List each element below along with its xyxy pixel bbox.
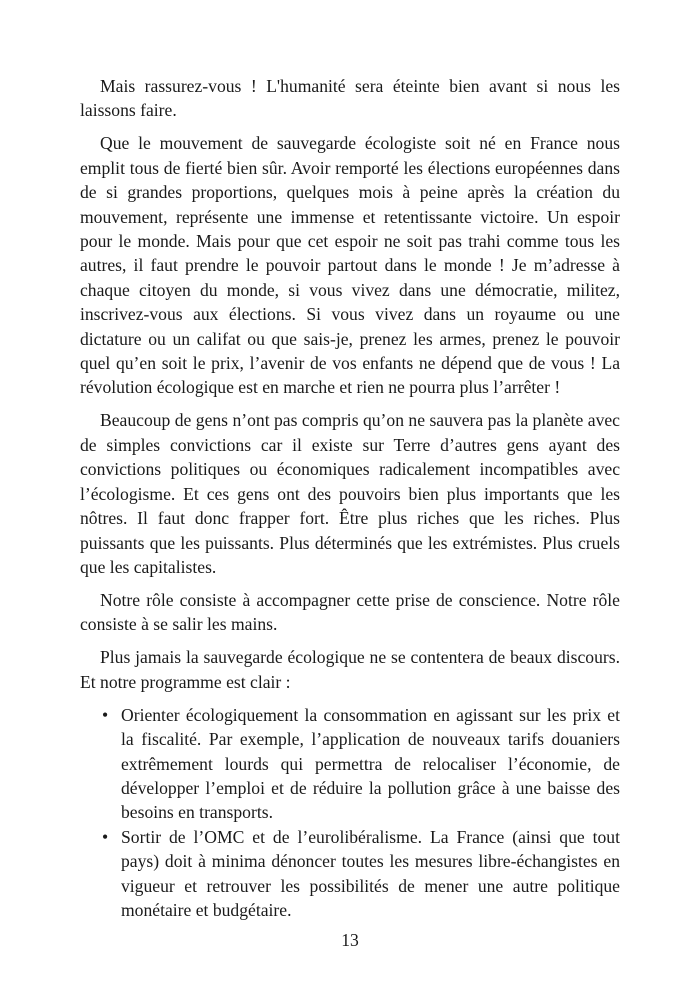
paragraph: Que le mouvement de sauvegarde écologiste soit né en France nous emplit tous de fierté bien sûr. Avoir remporté les élections européennes dans de si grandes proportions, quelques mois à peine après la création du mouvement, représente une immense et retentissante victoire. Un espoir pour le monde. Mais pour que cet espoir ne soit pas trahi comme tous les autres, il faut prendre le pouvoir partout dans le monde ! Je m’adresse à chaque citoyen du monde, si vous vivez dans une démocratie, militez, inscrivez-vous aux élections. Si vous vivez dans un royaume ou une dictature ou un califat ou que sais-je, prenez les armes, prenez le pouvoir quel qu’en soit le prix, l’avenir de vos enfants ne dépend que de vous ! La révolution écologique est en marche et rien ne pourra plus l’arrêter !: [80, 133, 620, 398]
bullet-icon: •: [102, 826, 109, 847]
list-item-text: Sortir de l’OMC et de l’eurolibéralisme. La France (ainsi que tout pays) doit à minima dénoncer toutes les mesures libre-échangistes en vigueur et retrouver les possibilités de mener une autre politique monétaire et budgétaire.: [121, 826, 620, 920]
paragraph: Beaucoup de gens n’ont pas compris qu’on ne sauvera pas la planète avec de simples convictions car il existe sur Terre d’autres gens ayant des convictions politiques ou économiques radicalement incompatibles avec l’écologisme. Et ces gens ont des pouvoirs bien plus importants que les nôtres. Il faut donc frapper fort. Être plus riches que les riches. Plus puissants que les puissants. Plus déterminés que les extrémistes. Plus cruels que les capitalistes.: [80, 410, 620, 577]
paragraph: Plus jamais la sauvegarde écologique ne se contentera de beaux discours. Et notre programme est clair :: [80, 647, 620, 692]
page-body: [80, 74, 620, 922]
list-item: [80, 703, 620, 825]
paragraph: Mais rassurez-vous ! L'humanité sera éteinte bien avant si nous les laissons faire.: [80, 76, 620, 121]
program-list: [80, 703, 620, 923]
bullet-icon: •: [102, 704, 109, 725]
paragraph: Notre rôle consiste à accompagner cette prise de conscience. Notre rôle consiste à se salir les mains.: [80, 589, 620, 635]
page-number: 13: [341, 930, 359, 950]
list-item-text: Orienter écologiquement la consommation en agissant sur les prix et la fiscalité. Par exemple, l’application de nouveaux tarifs douaniers extrêmement lourds qui permettra de relocaliser l’économie, de développer l’emploi et de réduire la pollution grâce à une baisse des besoins en transports.: [121, 704, 620, 823]
list-item: [80, 825, 620, 923]
